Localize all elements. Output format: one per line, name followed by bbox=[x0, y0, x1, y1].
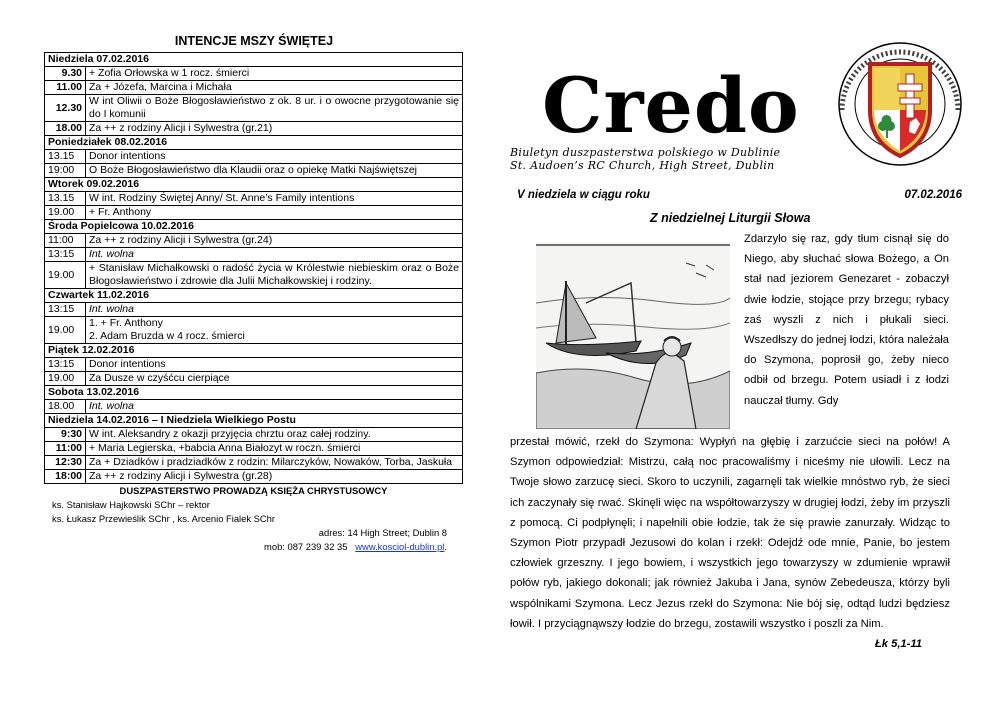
contact-line bbox=[44, 540, 463, 554]
address: adres: 14 High Street; Dublin 8 bbox=[318, 527, 447, 538]
mass-intention-row bbox=[45, 81, 463, 95]
right-column bbox=[510, 0, 960, 702]
mass-intention: 1. + Fr. Anthony 2. Adam Bruzda w 4 rocz. śmierci bbox=[86, 317, 463, 344]
mass-time: 11:00 bbox=[45, 234, 86, 248]
mass-time: 19.00 bbox=[45, 262, 86, 289]
sunday-label: V niedziela w ciągu roku bbox=[517, 189, 650, 201]
mass-intention: Donor intentions bbox=[86, 150, 463, 164]
mass-day-heading: Wtorek 09.02.2016 bbox=[45, 178, 463, 192]
mass-intention: Int. wolna bbox=[86, 248, 463, 262]
mass-time: 18:00 bbox=[45, 470, 86, 484]
mass-intention-row bbox=[45, 122, 463, 136]
mass-intention-row bbox=[45, 248, 463, 262]
mass-intention-row bbox=[45, 95, 463, 122]
mass-intention: Za ++ z rodziny Alicji i Sylwestra (gr.24) bbox=[86, 234, 463, 248]
mass-intentions-title: INTENCJE MSZY ŚWIĘTEJ bbox=[174, 34, 334, 48]
mass-intention: Int. wolna bbox=[86, 303, 463, 317]
mass-time: 13:15 bbox=[45, 358, 86, 372]
mass-time: 13:15 bbox=[45, 303, 86, 317]
mass-intention: Za ++ z rodziny Alicji i Sylwestra (gr.28) bbox=[86, 470, 463, 484]
parish-footer bbox=[44, 484, 463, 554]
mass-intention: Za + Józefa, Marcina i Michała bbox=[86, 81, 463, 95]
mass-intention: Za + Dziadków i pradziadków z rodzin: Milarczyków, Nowaków, Torba, Jaskuła bbox=[86, 456, 463, 470]
mass-time: 13.15 bbox=[45, 192, 86, 206]
mass-time: 9.30 bbox=[45, 67, 86, 81]
left-column bbox=[44, 34, 464, 554]
mass-day-heading: Czwartek 11.02.2016 bbox=[45, 289, 463, 303]
mass-time: 18.00 bbox=[45, 122, 86, 136]
mass-intention-row bbox=[45, 358, 463, 372]
mass-time: 18.00 bbox=[45, 400, 86, 414]
mass-intention-row bbox=[45, 67, 463, 81]
mass-day-row bbox=[45, 220, 463, 234]
mass-intention-row bbox=[45, 234, 463, 248]
gospel-text-part-1: Zdarzyło się raz, gdy tłum cisnął się do Niego, aby słuchać słowa Bożego, a On stał nad jeziorem Genezaret - zobaczył dwie łodzie, stojące przy brzegu; rybacy zaś wyszli z nich i płukali sieci. Wszedłszy do jednej łodzi, która należała do Szymona, poprosił go, żeby nieco odbił od brzegu. Potem usiadł i z łodzi nauczał tłumy. Gdy bbox=[744, 233, 949, 407]
gospel-reference: Łk 5,1-11 bbox=[874, 638, 922, 651]
mass-intention-row bbox=[45, 150, 463, 164]
mass-intention: Donor intentions bbox=[86, 358, 463, 372]
parish-crest-icon bbox=[832, 40, 968, 168]
mass-day-row bbox=[45, 289, 463, 303]
mass-time: 11.00 bbox=[45, 81, 86, 95]
priest-line-2: ks. Łukasz Przewieślik SChr , ks. Arcenio Fialek SChr bbox=[52, 513, 275, 524]
mass-intention: O Boże Błogosławieństwo dla Klaudii oraz o opiekę Matki Najświętszej bbox=[86, 164, 463, 178]
mass-day-heading: Sobota 13.02.2016 bbox=[45, 386, 463, 400]
mass-day-row bbox=[45, 178, 463, 192]
mass-intention: W int. Aleksandry z okazji przyjęcia chrztu oraz całej rodziny. bbox=[86, 428, 463, 442]
mass-intention-row bbox=[45, 206, 463, 220]
liturgy-title: Z niedzielnej Liturgii Słowa bbox=[650, 211, 811, 225]
mass-intention: Int. wolna bbox=[86, 400, 463, 414]
mass-day-heading: Środa Popielcowa 10.02.2016 bbox=[45, 220, 463, 234]
gospel-text-part-2-body: przestał mówić, rzekł do Szymona: Wypłyń na głębię i zarzućcie sieci na połów! A Szymon odpowiedział: Mistrzu, całą noc pracowaliśmy i niceśmy nie ułowili. Lecz na Twoje słowo zarzucę sieci. Skoro to uczynili, zagarnęli tak wielkie mnóstwo ryb, że sieci ich zaczynały się rwać. Skinęli więc na współtowarzyszy w drugiej łodzi, żeby im przyszli z pomocą. Ci podpłynęli; i napełnili obie łodzie, tak że się prawie zanurzały. Widząc to Szymon Piotr przypadł Jezusowi do kolan i rzekł: Odejdź ode mnie, Panie, bo jestem człowiek grzeszny. I jego bowiem, i wszystkich jego towarzyszy w zdumienie wprawił połów ryb, jakiego dokonali; jak również Jakuba i Jana, synów Zebedeusza, którzy byli wspólnikami Szymona. Lecz Jezus rzekł do Szymona: Nie bój się, odtąd ludzi będziesz łowił. I przyciągnąwszy łodzie do brzegu, zostawili wszystko i poszli za Nim. bbox=[510, 436, 950, 630]
mass-intention-row bbox=[45, 192, 463, 206]
mass-intention-row bbox=[45, 303, 463, 317]
mass-time: 12.30 bbox=[45, 95, 86, 122]
tagline-bulletin: Biuletyn duszpasterstwa polskiego w Dublinie bbox=[510, 146, 781, 159]
mass-intention-row bbox=[45, 456, 463, 470]
mass-time: 19:00 bbox=[45, 164, 86, 178]
credo-logo: Credo bbox=[542, 61, 800, 150]
mass-intention-row bbox=[45, 317, 463, 344]
mass-intention-row bbox=[45, 470, 463, 484]
mass-day-row bbox=[45, 136, 463, 150]
priest-line-1: ks. Stanisław Hajkowski SChr – rektor bbox=[52, 499, 210, 510]
mass-day-row bbox=[45, 53, 463, 67]
mass-intention: W int Oliwii o Boże Błogosławieństwo z ok. 8 ur. i o owocne przygotowanie się do I komunii bbox=[86, 95, 463, 122]
mass-day-heading: Niedziela 14.02.2016 – I Niedziela Wielkiego Postu bbox=[45, 414, 463, 428]
mass-day-heading: Niedziela 07.02.2016 bbox=[45, 53, 463, 67]
mass-time: 13.15 bbox=[45, 150, 86, 164]
mass-time: 19.00 bbox=[45, 372, 86, 386]
website-period: . bbox=[444, 541, 447, 552]
mass-intention: Za Dusze w czyśćcu cierpiące bbox=[86, 372, 463, 386]
mass-intention-row bbox=[45, 164, 463, 178]
mass-intention: Za ++ z rodziny Alicji i Sylwestra (gr.21) bbox=[86, 122, 463, 136]
jesus-boat-illustration bbox=[536, 243, 730, 429]
mass-intention-row bbox=[45, 400, 463, 414]
mass-day-row bbox=[45, 344, 463, 358]
mass-intention: + Maria Legierska, +babcia Anna Białozyt w roczn. śmierci bbox=[86, 442, 463, 456]
mass-time: 19.00 bbox=[45, 317, 86, 344]
mass-intention: + Stanisław Michałkowski o radość życia w Królestwie niebieskim oraz o Boże Błogosławieństwo i zdrowie dla Julii Michałkowskiej i rodziny. bbox=[86, 262, 463, 289]
mass-intention-row bbox=[45, 372, 463, 386]
mass-intention: W int. Rodziny Świętej Anny/ St. Anne’s Family intentions bbox=[86, 192, 463, 206]
gospel-text-part-2 bbox=[510, 432, 950, 654]
mass-intention: + Fr. Anthony bbox=[86, 206, 463, 220]
mass-intention-row bbox=[45, 428, 463, 442]
tagline-church: St. Audoen’s RC Church, High Street, Dublin bbox=[510, 159, 775, 172]
mass-day-heading: Piątek 12.02.2016 bbox=[45, 344, 463, 358]
website-link[interactable]: www.kosciol-dublin.pl bbox=[355, 541, 445, 552]
mass-day-heading: Poniedziałek 08.02.2016 bbox=[45, 136, 463, 150]
mass-time: 9:30 bbox=[45, 428, 86, 442]
mass-intentions-table bbox=[44, 52, 463, 484]
ministry-heading: DUSZPASTERSTWO PROWADZĄ KSIĘŻA CHRYSTUSOWCY bbox=[119, 485, 388, 496]
mass-time: 11:00 bbox=[45, 442, 86, 456]
mass-intention: + Zofia Orłowska w 1 rocz. śmierci bbox=[86, 67, 463, 81]
mass-intention-row bbox=[45, 262, 463, 289]
mass-day-row bbox=[45, 386, 463, 400]
phone: mob: 087 239 32 35 bbox=[264, 541, 348, 552]
mass-day-row bbox=[45, 414, 463, 428]
mass-time: 12:30 bbox=[45, 456, 86, 470]
bulletin-date: 07.02.2016 bbox=[904, 189, 962, 201]
mass-time: 19.00 bbox=[45, 206, 86, 220]
mass-time: 13:15 bbox=[45, 248, 86, 262]
mass-intention-row bbox=[45, 442, 463, 456]
